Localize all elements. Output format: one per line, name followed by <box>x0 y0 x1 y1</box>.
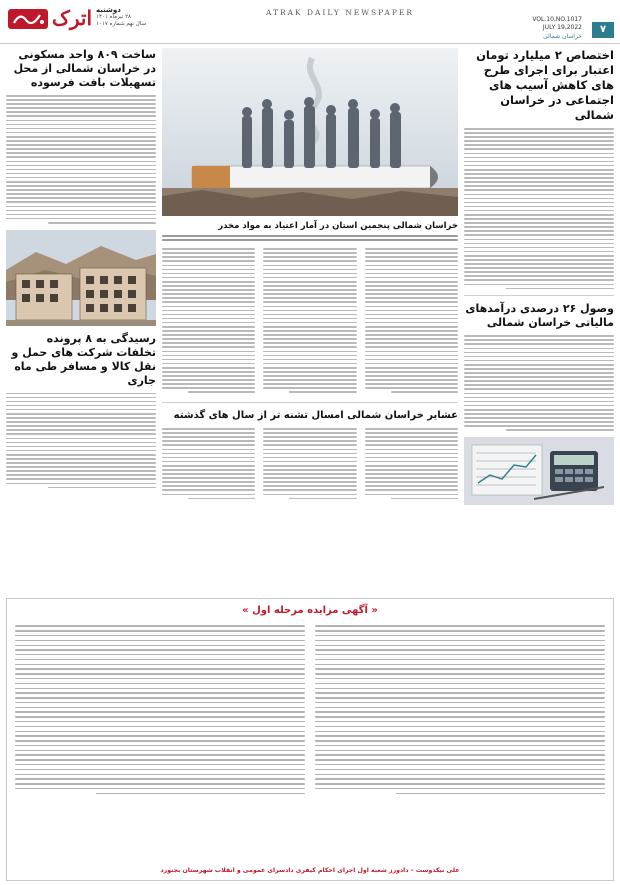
logo-wordmark: اترک <box>52 6 93 30</box>
page-number: ۷ <box>592 22 614 38</box>
headline-transport-violations: رسیدگی به ۸ پرونده تخلفات شرکت های حمل و نقل کالا و مسافر طی ماه جاری <box>11 331 156 387</box>
newspaper-logo <box>6 6 50 32</box>
nomads-article <box>162 426 458 502</box>
right-column <box>464 48 614 594</box>
center-column <box>162 48 458 594</box>
masthead <box>0 0 620 44</box>
auction-notice <box>6 598 614 881</box>
left-column <box>6 48 156 594</box>
article-col-3 <box>162 246 255 396</box>
volume-number: VOL.10,NO.1017 <box>532 16 582 23</box>
nomads-col-3 <box>162 426 255 502</box>
headline-nomads: عشایر خراسان شمالی امسال تشنه تر از سال های گذشته <box>173 409 458 421</box>
article-body-tax <box>464 335 614 431</box>
paper-name: ATRAK DAILY NEWSPAPER <box>265 8 415 17</box>
article-col-2 <box>263 246 356 396</box>
finance-photo <box>464 437 614 505</box>
photo-caption: خراسان شمالی پنجمین استان در آمار اعتیاد به مواد مخدر <box>218 221 458 231</box>
headline-tax-revenue: وصول ۲۶ درصدی درآمدهای مالیاتی خراسان شمالی <box>465 302 614 330</box>
auction-title: « آگهی مزایده مرحله اول » <box>242 605 378 616</box>
auction-signature: علی نیکدوست – دادورز شعبه اول اجرای احکام کیفری دادسرای عمومی و انقلاب شهرستان بجنورد <box>160 867 460 874</box>
caption-lead <box>162 235 458 241</box>
auction-col-right <box>15 622 305 798</box>
issue-number: سال نهم شماره ۱۰۱۷ <box>96 21 147 27</box>
headline-social-harm: اختصاص ۲ میلیارد تومان اعتبار برای اجرای طرح های کاهش آسیب های اجتماعی در خراسان شمالی <box>476 48 614 122</box>
headline-housing: ساخت ۸۰۹ واحد مسکونی در خراسان شمالی از محل تسهیلات بافت فرسوده <box>13 48 156 89</box>
addiction-article <box>162 246 458 396</box>
issue-day: دوشنبه <box>96 6 121 14</box>
nomads-col-1 <box>365 426 458 502</box>
construction-photo <box>6 230 156 326</box>
article-body-social-harm <box>464 128 614 289</box>
date-english: JULY 19,2022 <box>542 24 582 31</box>
article-col-1 <box>365 246 458 396</box>
nomads-col-2 <box>263 426 356 502</box>
issue-date: ۲۸ تیرماه ۱۴۰۱ <box>96 14 131 20</box>
addiction-photo <box>162 48 458 216</box>
section-tag: خراسان شمالی <box>542 33 582 40</box>
auction-body <box>15 622 605 798</box>
auction-col-left <box>315 622 605 798</box>
article-body-transport <box>6 393 156 489</box>
issue-date-block <box>96 7 168 28</box>
volume-block <box>532 16 582 32</box>
article-body-housing <box>6 95 156 224</box>
